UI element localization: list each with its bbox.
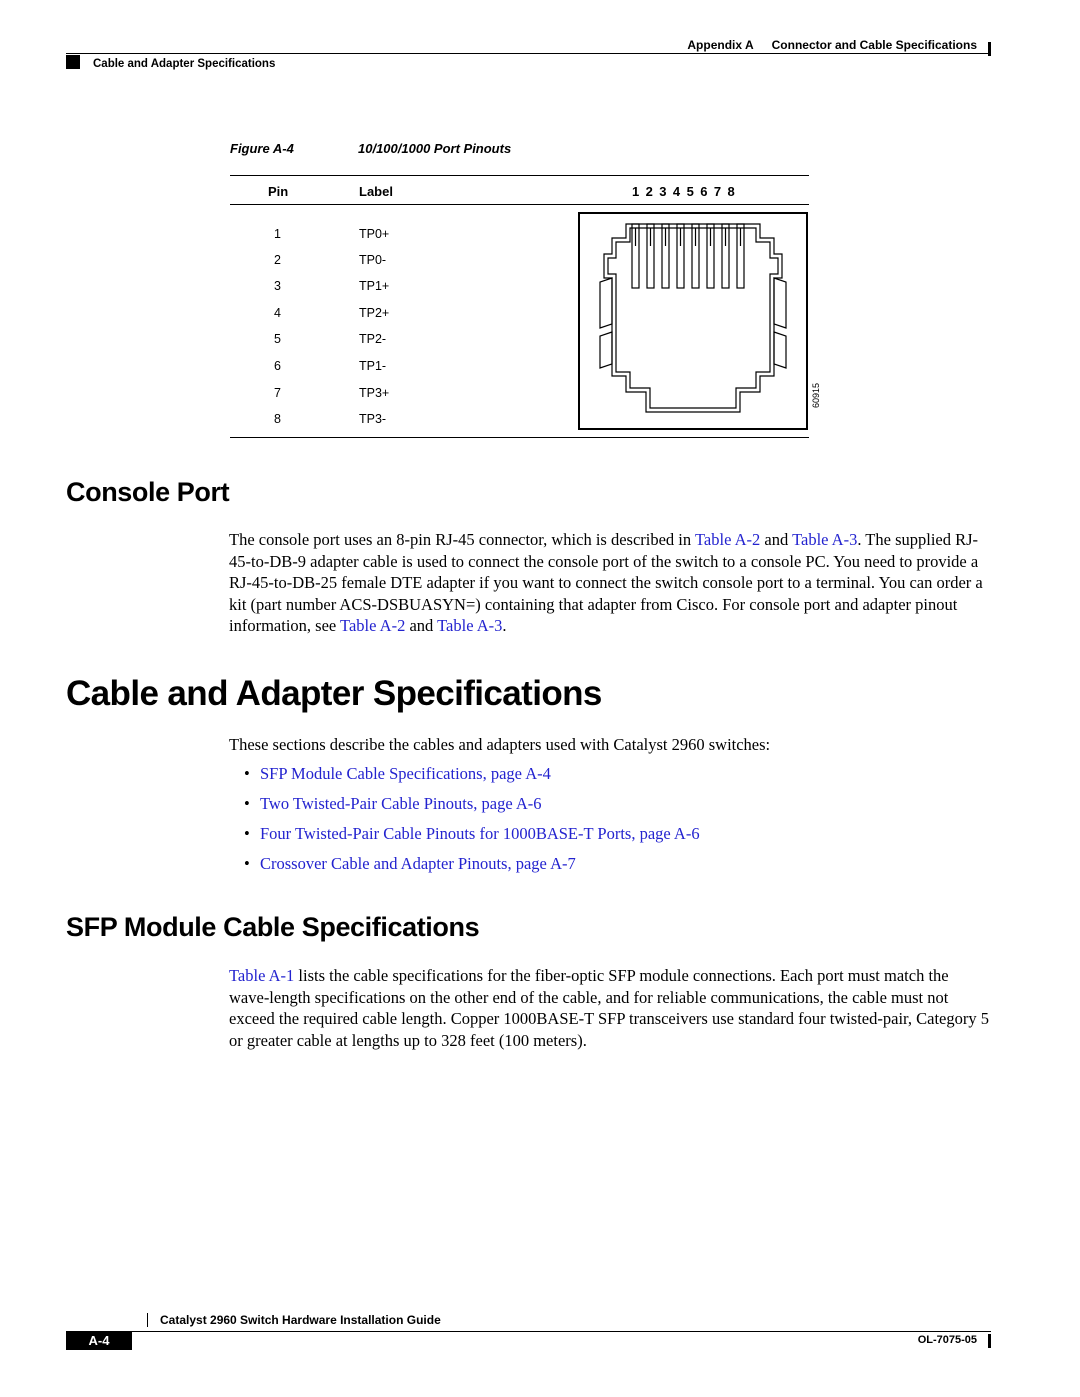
- list-item: [244, 764, 551, 784]
- pin-label: TP3+: [359, 386, 390, 400]
- console-text-5: .: [502, 616, 507, 635]
- bullet-dot: •: [244, 854, 250, 873]
- rj45-jack-diagram: [578, 212, 810, 432]
- link-table-a2[interactable]: Table A-2: [694, 530, 761, 549]
- sfp-paragraph: [229, 965, 993, 1051]
- running-header-chapter: [687, 38, 977, 52]
- document-number: OL-7075-05: [917, 1334, 977, 1346]
- list-item: [244, 824, 700, 844]
- sfp-cable-heading: SFP Module Cable Specifications: [66, 912, 480, 942]
- pin-label: TP1-: [359, 359, 387, 373]
- console-port-heading: Console Port: [66, 477, 230, 507]
- bullet-dot: •: [244, 824, 250, 843]
- figure-rule-top: [230, 175, 809, 176]
- pin-label: TP2-: [359, 332, 387, 346]
- cable-intro-paragraph: These sections describe the cables and adapters used with Catalyst 2960 switches:: [229, 735, 771, 754]
- figure-rule-header: [230, 204, 809, 205]
- footer-bar-right: [988, 1334, 991, 1348]
- pin-number: 6: [274, 359, 281, 373]
- page-number: A-4: [66, 1332, 132, 1350]
- jack-side-tab-right: [774, 278, 786, 328]
- pin-number: 3: [274, 279, 281, 293]
- bullet-dot: •: [244, 794, 250, 813]
- console-text-2: and: [760, 530, 793, 549]
- header-marker-square: [66, 55, 80, 69]
- jack-side-tab-left: [600, 278, 612, 328]
- jack-opening-inner: [608, 228, 778, 408]
- cable-adapter-heading: Cable and Adapter Specifications: [66, 674, 602, 713]
- running-header-section: Cable and Adapter Specifications: [93, 58, 276, 70]
- appendix-label: Appendix A: [687, 38, 754, 52]
- link-two-twisted-pair-pinouts[interactable]: Two Twisted-Pair Cable Pinouts, page A-6: [260, 794, 542, 813]
- link-table-a3[interactable]: Table A-3: [792, 530, 858, 549]
- link-table-a3-second[interactable]: Table A-3: [437, 616, 503, 635]
- pin-label: TP0+: [359, 227, 390, 241]
- link-sfp-module-cable-specs[interactable]: SFP Module Cable Specifications, page A-4: [260, 764, 551, 783]
- jack-outer-frame: [579, 213, 807, 429]
- list-item: [244, 854, 576, 874]
- jack-contact-pins: [632, 224, 744, 288]
- bullet-dot: •: [244, 764, 250, 783]
- console-port-paragraph: [229, 529, 993, 637]
- figure-caption: [230, 141, 512, 156]
- sfp-text: lists the cable specifications for the fiber-optic SFP module connections. Each port must match the wave-length specifications on the other end of the cable, and for reliable communications, the cable must not exceed the required cable length. Copper 1000BASE-T SFP transceivers use standard four twisted-pair, Category 5 or greater cable at lengths up to 328 feet (100 meters).: [229, 966, 989, 1050]
- link-table-a1[interactable]: Table A-1: [229, 966, 295, 985]
- footer-guide-title: Catalyst 2960 Switch Hardware Installation Guide: [160, 1313, 441, 1327]
- pin-label: TP3-: [359, 412, 387, 426]
- column-header-label: Label: [359, 184, 393, 199]
- footer-bar-left: [147, 1313, 148, 1327]
- figure-number: Figure A-4: [230, 141, 294, 156]
- footer-rule: [66, 1331, 991, 1332]
- pin-number: 2: [274, 253, 281, 267]
- column-header-contacts: 1 2 3 4 5 6 7 8: [632, 184, 737, 199]
- pin-number: 5: [274, 332, 281, 346]
- link-crossover-cable-pinouts[interactable]: Crossover Cable and Adapter Pinouts, page A-7: [260, 854, 576, 873]
- jack-opening-outer: [604, 224, 782, 412]
- console-text-4: and: [405, 616, 438, 635]
- chapter-title: Connector and Cable Specifications: [771, 38, 977, 52]
- figure-art-id: 60915: [811, 382, 821, 408]
- jack-side-tab-right-lower: [774, 332, 786, 368]
- column-header-pin: Pin: [268, 184, 289, 199]
- pin-number: 4: [274, 306, 281, 320]
- console-text-1: The console port uses an 8-pin RJ-45 connector, which is described in: [229, 530, 695, 549]
- console-text-3: . The supplied RJ-45-to-DB-9 adapter cable is used to connect the console port of the switch to a console PC. You need to provide a RJ-45-to-DB-25 female DTE adapter if you want to connect the switch console port to a terminal. You can order a kit (part number ACS-DSBUASYN=) containing that adapter from Cisco. For console port and adapter pinout information, see: [229, 530, 983, 635]
- link-table-a2-second[interactable]: Table A-2: [340, 616, 406, 635]
- jack-side-tab-left-lower: [600, 332, 612, 368]
- header-rule: [66, 53, 991, 54]
- figure-title: 10/100/1000 Port Pinouts: [358, 141, 512, 156]
- pin-number: 7: [274, 386, 281, 400]
- pin-label: TP2+: [359, 306, 390, 320]
- pin-number: 1: [274, 227, 281, 241]
- pin-label: TP0-: [359, 253, 387, 267]
- pin-label: TP1+: [359, 279, 390, 293]
- figure-rule-bottom: [230, 437, 809, 438]
- pin-number: 8: [274, 412, 281, 426]
- link-four-twisted-pair-pinouts[interactable]: Four Twisted-Pair Cable Pinouts for 1000BASE-T Ports, page A-6: [260, 824, 700, 843]
- list-item: [244, 794, 542, 814]
